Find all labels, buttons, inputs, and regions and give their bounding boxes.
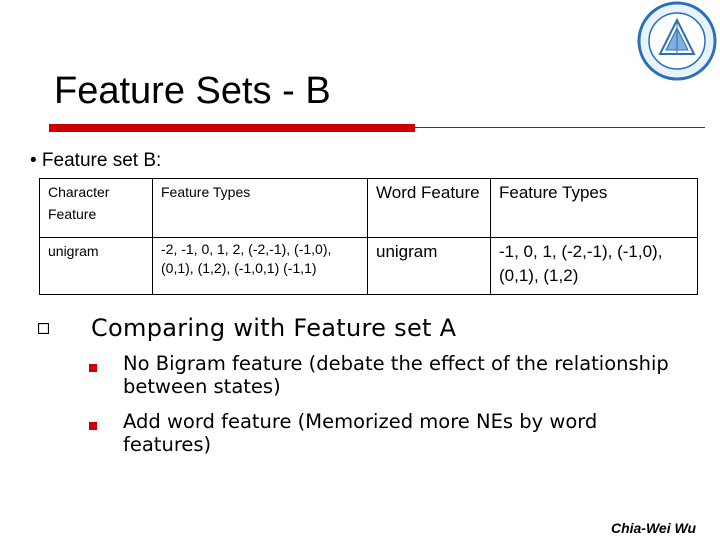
header-cell: Feature Types [153, 179, 368, 238]
header-cell: Feature Types [491, 179, 698, 238]
bullet-text: Comparing with Feature set A [91, 314, 457, 342]
author-footer: Chia-Wei Wu [610, 520, 696, 536]
square-bullet-icon [89, 422, 97, 430]
table-cell: unigram [40, 238, 153, 295]
subheading: • Feature set B: [30, 150, 162, 171]
title-underline [49, 124, 415, 132]
table-header-row [40, 179, 698, 238]
title-rule [415, 127, 705, 128]
slide-title: Feature Sets - B [54, 70, 331, 112]
feature-table [39, 178, 698, 295]
header-cell: Word Feature [368, 179, 491, 238]
university-seal-logo [636, 0, 718, 82]
table-cell: -1, 0, 1, (-2,-1), (-1,0), (0,1), (1,2) [491, 238, 698, 295]
subitem-text: No Bigram feature (debate the effect of the relationship between states) [123, 352, 669, 398]
subitem-text: Add word feature (Memorized more NEs by word features) [123, 410, 598, 456]
header-cell: Character Feature [40, 179, 153, 238]
table-cell: -2, -1, 0, 1, 2, (-2,-1), (-1,0), (0,1), (1,2), (-1,0,1) (-1,1) [153, 238, 368, 295]
table-cell: unigram [368, 238, 491, 295]
hollow-square-bullet-icon [38, 322, 49, 337]
square-bullet-icon [89, 364, 97, 372]
table-row [40, 238, 698, 295]
